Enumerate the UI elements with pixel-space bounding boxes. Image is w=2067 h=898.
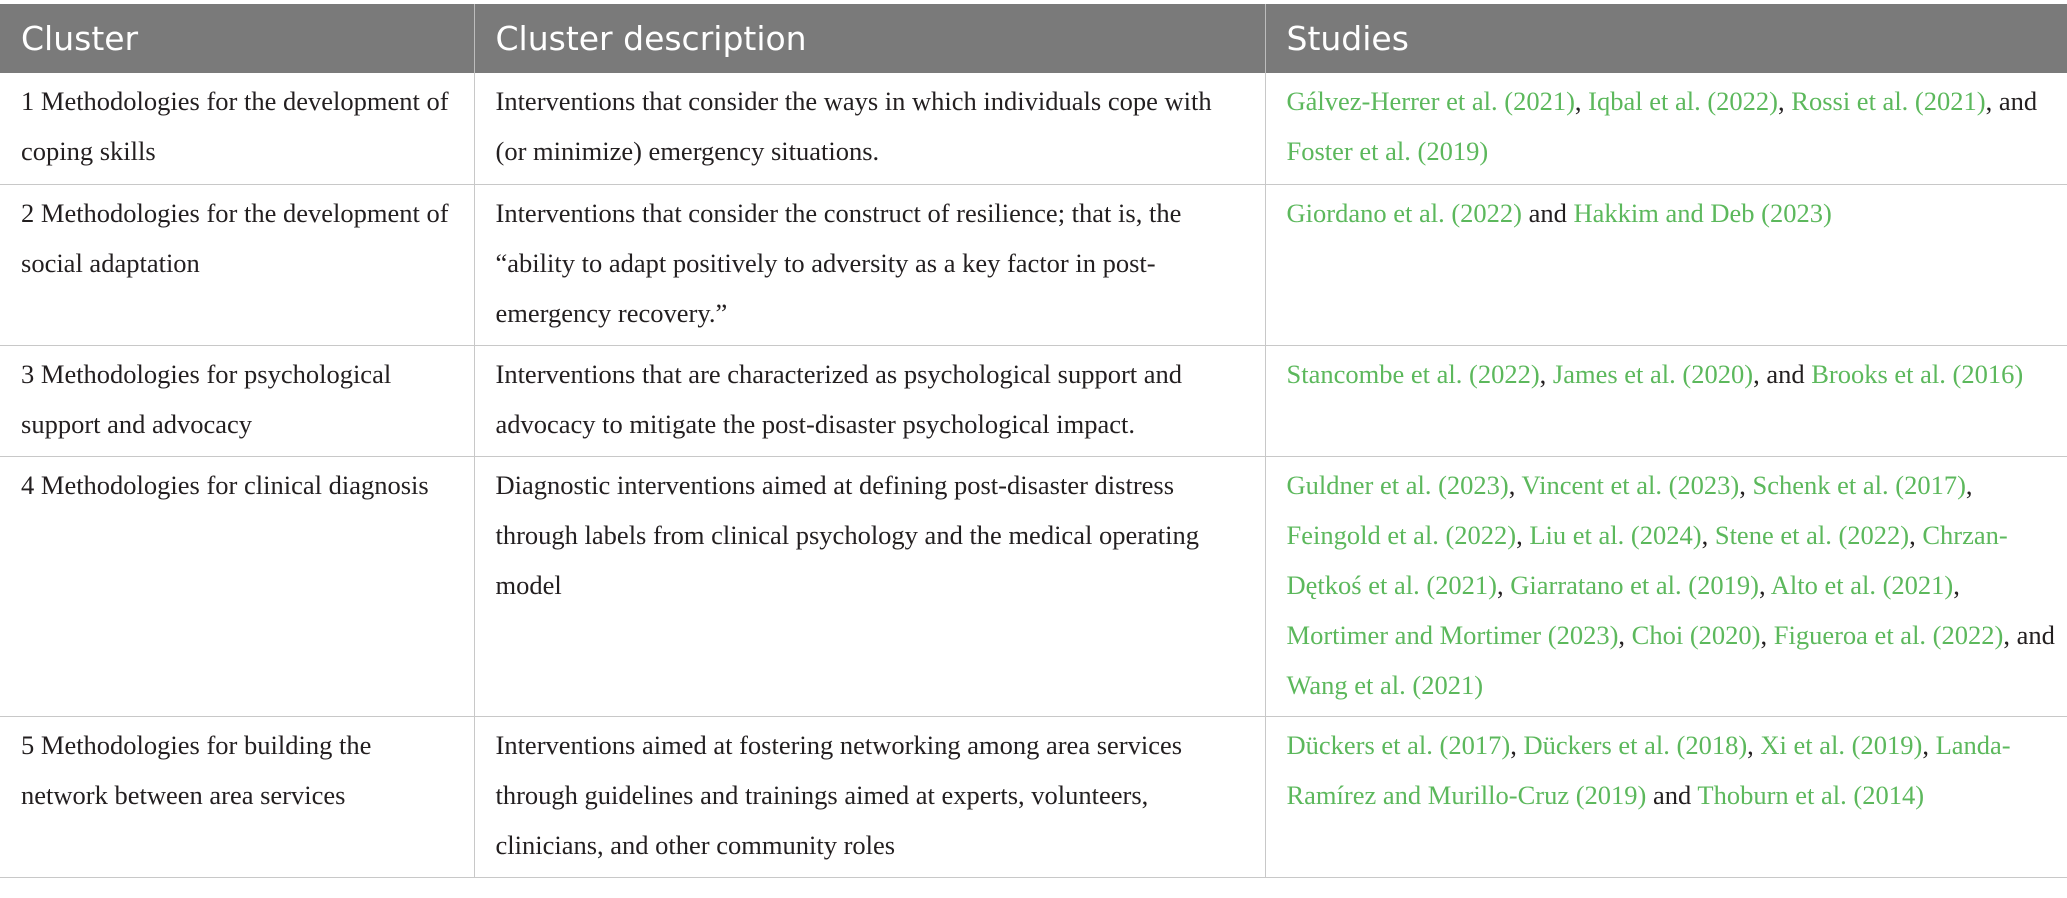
- citation-link[interactable]: Hakkim and Deb (2023): [1573, 197, 1832, 228]
- citation-link[interactable]: Feingold et al. (2022): [1286, 519, 1517, 550]
- header-studies: Studies: [1265, 4, 2067, 73]
- header-row: [0, 4, 2067, 73]
- clusters-table: [0, 4, 2067, 878]
- citation-separator: ,: [1953, 569, 1960, 600]
- description-cell: Interventions aimed at fostering networking among area services through guidelines and trainings aimed at experts, volunteers, clinicians, and other community roles: [474, 716, 1265, 877]
- citation-link[interactable]: Dückers et al. (2017): [1286, 729, 1511, 760]
- citation-separator: ,: [1574, 86, 1589, 116]
- table-row: [0, 456, 2067, 716]
- citation-separator: , and: [1753, 358, 1812, 389]
- citation-separator: ,: [1508, 469, 1522, 500]
- description-cell: Interventions that are characterized as psychological support and advocacy to mitigate the post-disaster psychological impact.: [474, 345, 1265, 456]
- studies-cell: [1265, 345, 2067, 456]
- description-cell: Interventions that consider the ways in which individuals cope with (or minimize) emergency situations.: [474, 73, 1265, 184]
- citation-link[interactable]: Vincent et al. (2023): [1521, 469, 1740, 500]
- table-row: [0, 716, 2067, 877]
- citation-link[interactable]: Brooks et al. (2016): [1811, 358, 2024, 389]
- table-row: [0, 184, 2067, 345]
- citation-link[interactable]: Giordano et al. (2022): [1286, 197, 1522, 228]
- citation-separator: and: [1646, 779, 1698, 810]
- citation-separator: ,: [1516, 519, 1530, 550]
- citation-separator: ,: [1760, 619, 1774, 650]
- citation-separator: ,: [1701, 519, 1715, 550]
- citation-link[interactable]: James et al. (2020): [1552, 358, 1754, 389]
- citation-link[interactable]: Landa-Ramírez and Murillo-Cruz (2019): [1286, 729, 2011, 810]
- citation-separator: ,: [1510, 729, 1524, 760]
- studies-cell: [1265, 716, 2067, 877]
- citation-link[interactable]: Guldner et al. (2023): [1286, 469, 1509, 500]
- citation-separator: ,: [1965, 469, 1973, 500]
- description-cell: Diagnostic interventions aimed at defining post-disaster distress through labels from clinical psychology and the medical operating model: [474, 456, 1265, 716]
- header-cluster: Cluster: [0, 4, 474, 73]
- citation-separator: ,: [1747, 729, 1761, 760]
- citation-link[interactable]: Schenk et al. (2017): [1752, 469, 1966, 500]
- studies-cell: [1265, 456, 2067, 716]
- citation-link[interactable]: Gálvez-Herrer et al. (2021): [1286, 86, 1575, 116]
- citation-link[interactable]: Alto et al. (2021): [1770, 569, 1954, 600]
- citation-link[interactable]: Dückers et al. (2018): [1523, 729, 1748, 760]
- citation-separator: ,: [1909, 519, 1923, 550]
- citation-separator: and: [1522, 197, 1574, 228]
- citation-link[interactable]: Mortimer and Mortimer (2023): [1286, 619, 1619, 650]
- citation-link[interactable]: Chrzan-Dętkoś et al. (2021): [1286, 519, 2008, 600]
- cluster-cell: 4 Methodologies for clinical diagnosis: [0, 456, 474, 716]
- citation-separator: ,: [1778, 86, 1792, 116]
- citation-separator: ,: [1539, 358, 1553, 389]
- citation-link[interactable]: Wang et al. (2021): [1286, 669, 1484, 700]
- citation-separator: , and: [2003, 619, 2055, 650]
- citation-link[interactable]: Choi (2020): [1631, 619, 1761, 650]
- citation-separator: ,: [1758, 569, 1771, 600]
- citation-link[interactable]: Thoburn et al. (2014): [1697, 779, 1925, 810]
- header-cluster-description: Cluster description: [474, 4, 1265, 73]
- studies-cell: [1265, 184, 2067, 345]
- citation-separator: ,: [1922, 729, 1936, 760]
- description-cell: Interventions that consider the construct of resilience; that is, the “ability to adapt positively to adversity as a key factor in post-emergency recovery.”: [474, 184, 1265, 345]
- cluster-cell: 5 Methodologies for building the network between area services: [0, 716, 474, 877]
- citation-link[interactable]: Foster et al. (2019): [1286, 136, 1489, 166]
- citation-link[interactable]: Iqbal et al. (2022): [1588, 86, 1779, 116]
- citation-link[interactable]: Stancombe et al. (2022): [1286, 358, 1540, 389]
- citation-link[interactable]: Figueroa et al. (2022): [1773, 619, 2004, 650]
- citation-separator: ,: [1618, 619, 1632, 650]
- citation-separator: , and: [1985, 86, 2038, 116]
- citation-link[interactable]: Liu et al. (2024): [1529, 519, 1702, 550]
- table-row: [0, 345, 2067, 456]
- citation-link[interactable]: Rossi et al. (2021): [1791, 86, 1986, 116]
- table-row: [0, 73, 2067, 184]
- studies-cell: [1265, 73, 2067, 184]
- citation-separator: ,: [1496, 569, 1511, 600]
- cluster-cell: 1 Methodologies for the development of coping skills: [0, 73, 474, 184]
- citation-separator: ,: [1739, 469, 1753, 500]
- citation-link[interactable]: Xi et al. (2019): [1760, 729, 1923, 760]
- cluster-cell: 2 Methodologies for the development of social adaptation: [0, 184, 474, 345]
- citation-link[interactable]: Stene et al. (2022): [1714, 519, 1910, 550]
- cluster-cell: 3 Methodologies for psychological support and advocacy: [0, 345, 474, 456]
- citation-link[interactable]: Giarratano et al. (2019): [1510, 569, 1759, 600]
